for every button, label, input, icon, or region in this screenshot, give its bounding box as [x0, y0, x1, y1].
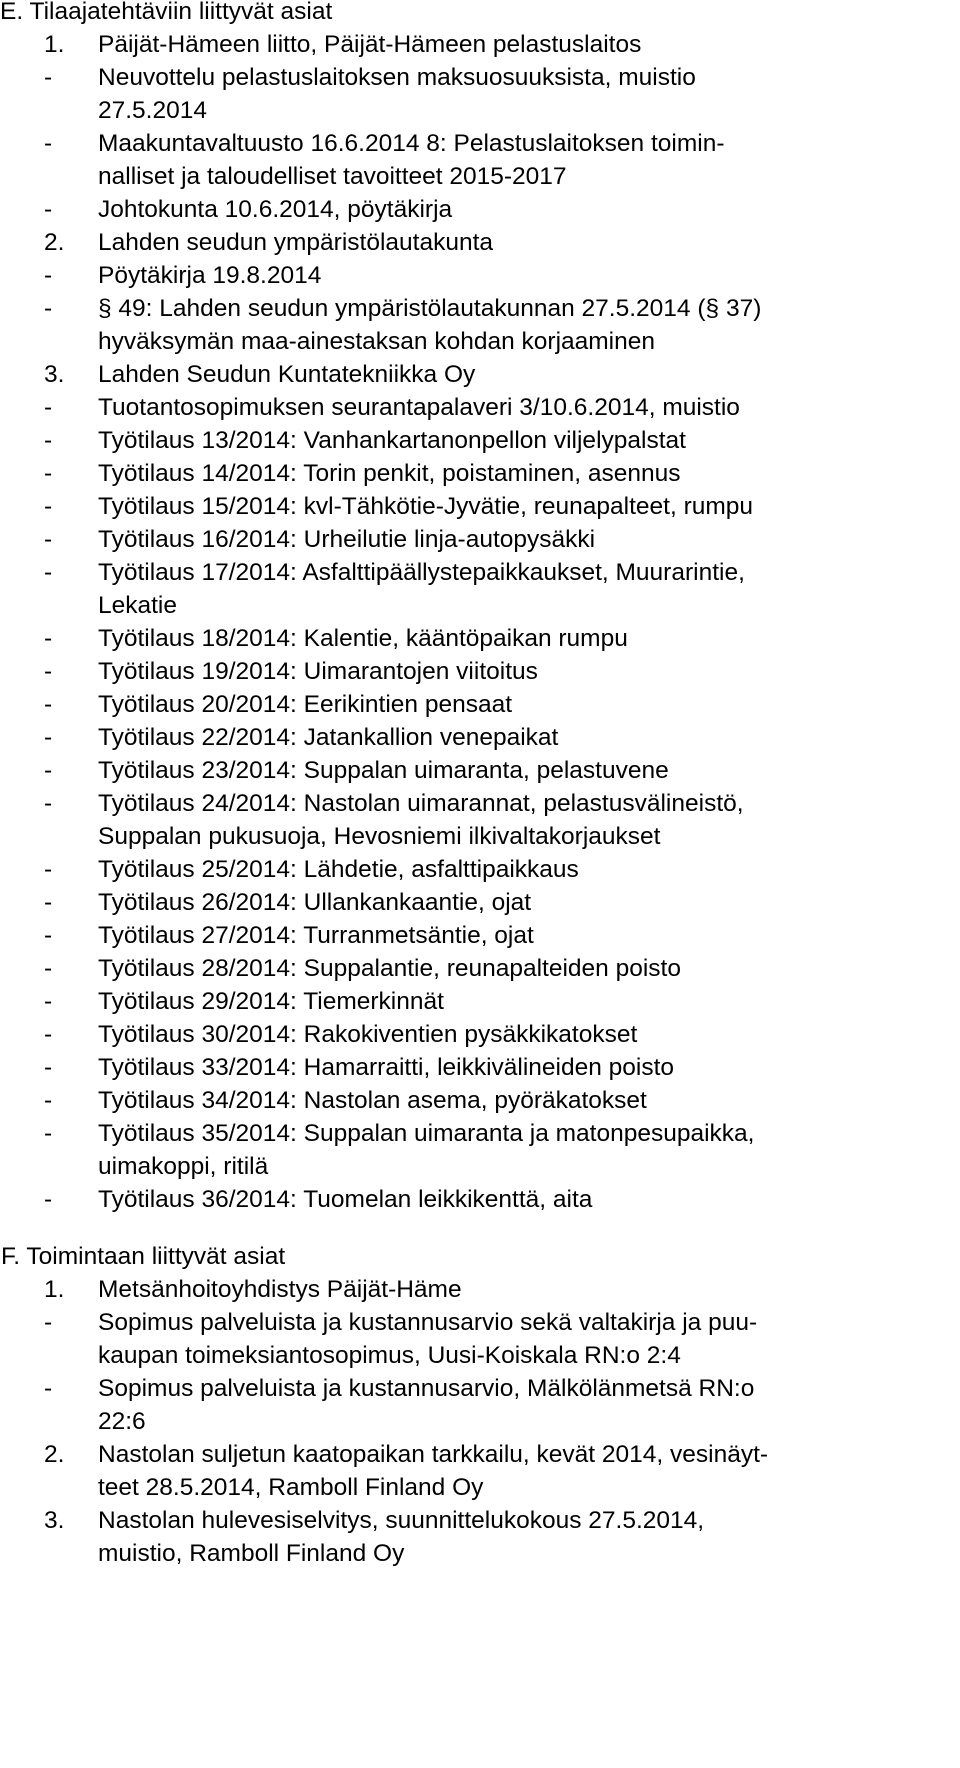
document-page: E. Tilaajatehtäviin liittyvät asiat 1. Päijät-Hämeen liitto, Päijät-Hämeen pelastuslaitos - Neuvottelu pelastuslaitoksen maksuosuuksista, muistio 27.5.2014 - Maakuntavaltuusto 16.6.2014 8: Pelastuslaitoksen toimin- nalliset ja taloudelliset tavoitteet 2015-2017 - Johtokunta 10.6.2014, pöytäkirja 2. Lahden seudun ympäristölautakunta - Pöytäkirja 19.8.2014 - § 49: Lahden seudun ympäristölautakunnan 27.5.2014 (§ 37) hyväksymän maa-ainestaksan kohdan korjaaminen 3. Lahden Seudun Kuntatekniikka Oy - Tuotantosopimuksen seurantapalaveri 3/10.6.2014, muistio - Työtilaus 13/2014: Vanhankartanonpellon viljelypalstat - Työtilaus 14/2014: Torin penkit, poistaminen, asennus - Työtilaus 15/2014: kvl-Tähkötie-Jyvätie, reunapalteet, rumpu - Työtilaus 16/2014: Urheilutie linja-autopysäkki - Työtilaus 17/2014: Asfalttipäällystepaikkaukset, Muurarintie, Lekatie - Työtilaus 18/2014: Kalentie, kääntöpaikan rumpu - Työtilaus 19/2014: Uimarantojen viitoitus - Työtilaus 20/2014: Eerikintien pensaat - Työtilaus 22/2014: Jatankallion venepaikat - Työtilaus 23/2014: Suppalan uimaranta, pelastuvene - Työtilaus 24/2014: Nastolan uimarannat, pelastusvälineistö, Suppalan pukusuoja, Hevosniemi ilkivaltakorjaukset - Työtilaus 25/2014: Lähdetie, asfalttipaikkaus - Työtilaus 26/2014: Ullankankaantie, ojat - Työtilaus 27/2014: Turranmetsäntie, ojat - Työtilaus 28/2014: Suppalantie, reunapalteiden poisto - Työtilaus 29/2014: Tiemerkinnät - Työtilaus 30/2014: Rakokiventien pysäkkikatokset - Työtilaus 33/2014: Hamarraitti, leikkivälineiden poisto - Työtilaus 34/2014: Nastolan asema, pyöräkatokset - Työtilaus 35/2014: Suppalan uimaranta ja matonpesupaikka, uimakoppi, ritilä - Työtilaus 36/2014: Tuomelan leikkikenttä, aita F. Toimintaan liittyvät asiat 1. Metsänhoitoyhdistys Päijät-Häme - Sopimus palveluista ja kustannusarvio sekä valtakirja ja puu- kaupan toimeksiantosopimus, Uusi-Koiskala RN:o 2:4 - Sopimus palveluista ja kustannusarvio, Mälkölänmetsä RN:o 22:6 2. Nastolan suljetun kaatopaikan tarkkailu, kevät 2014, vesinäyt- teet 28.5.2014, Ramboll Finland Oy 3. Nastolan hulevesiselvitys, suunnittelukokous 27.5.2014, muistio, Ramboll Finland Oy: [0, 0, 960, 1768]
section-heading-e: E. Tilaajatehtäviin liittyvät asiat: [0, 0, 333, 25]
section-heading-f: F. Toimintaan liittyvät asiat: [1, 1243, 286, 1270]
